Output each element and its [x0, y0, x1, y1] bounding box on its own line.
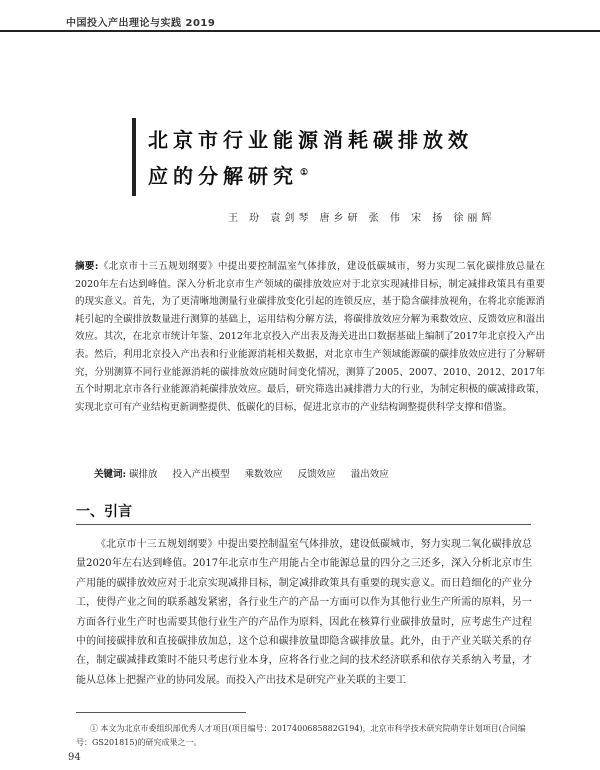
title-footnote-mark: ① — [300, 168, 309, 179]
abstract-text: 《北京市十三五规划纲要》中提出要控制温室气体排放，建设低碳城市，努力实现二氧化碳排放总量在2020年左右达到峰值。深入分析北京市生产领域的碳排放效应对于北京实现减排目标，制定减排政策具有重要的现实意义。首先，为了更清晰地测量行业碳排放变化引起的连锁反应，基于隐含碳排放视角，在将北京能源消耗引起的全碳排放数量进行测算的基础上，运用结构分解方法，将碳排放效应分解为乘数效应、反馈效应和溢出效应。其次，在北京市统计年鉴、2012年北京投入产出表及海关进出口数据基础上编制了2017年北京投入产出表。然后，利用北京投入产出表和行业能源消耗相关数据，对北京市生产领域能源碳的碳排放效应进行了分解研究，分别测算不同行业能源消耗的碳排放效应随时间变化情况，测算了2005、2007、2010、2012、2017年五个时期北京市各行业能源消耗碳排放效应。最后，研究筛选出减排潜力大的行业，为制定积极的碳减排政策，实现北京可有产业结构更新调整提供、低碳化的目标，促进北京市的产业结构调整提供科学支撑和借鉴。 — [75, 261, 545, 413]
header-rule — [0, 30, 600, 32]
introduction-paragraph: 《北京市十三五规划纲要》中提出要控制温室气体排放，建设低碳城市，努力实现二氧化碳排放总量2020年左右达到峰值。2017年北京市生产用能占全市能源总量的四分之三还多，深入分析北京市生产用能的碳排放效应对于北京实现减排目标，制定减排政策具有重要的现实意义。而日趋细化的产业分工，使得产业之间的联系越发紧密，各行业生产的产品一方面可以作为其他行业生产所需的原料，另一方面各行业生产时也需要其他行业生产的产品作为原料，因此在核算行业碳排放量时，应考虑生产过程中的间接碳排放和直接碳排放加总，这个总和碳排放量即隐含碳排放量。此外，由于产业关联关系的存在，制定碳减排政策时不能只考虑行业本身，应将各行业之间的技术经济联系和依存关系纳入考量，才能从总体上把握产业的协同发展。而投入产出技术是研究产业关联的主要工 — [76, 539, 532, 686]
keyword-item: 反馈效应 — [297, 469, 336, 480]
abstract-label: 摘要: — [75, 261, 99, 272]
page-number: 94 — [68, 752, 81, 763]
paper-title-line-2 — [148, 160, 308, 189]
paper-title-text: 应的分解研究 — [148, 164, 298, 188]
section-heading-introduction: 一、引言 — [76, 504, 132, 520]
keyword-item: 投入产出模型 — [172, 469, 230, 480]
journal-header: 中国投入产出理论与实践 2019 — [66, 18, 216, 29]
funding-footnote: ① 本文为北京市委组织部优秀人才项目(项目编号：2017400685882G194)，北京市科学技术研究院萌芽计划项目(合同编号：GS201815)的研究成果之一。 — [76, 724, 526, 747]
abstract — [75, 258, 545, 416]
footnote-rule — [76, 712, 246, 713]
keyword-item: 碳排放 — [129, 469, 158, 480]
author-list: 王 玢 袁剑琴 唐乡研 张 伟 宋 扬 徐丽辉 — [228, 213, 496, 224]
title-accent-bar — [132, 118, 136, 196]
keywords — [94, 466, 401, 480]
paper-title-line-1: 北京市行业能源消耗碳排放效 — [148, 128, 473, 152]
section-rule — [76, 524, 531, 525]
keywords-label: 关键词: — [94, 469, 127, 480]
keyword-item: 乘数效应 — [244, 469, 283, 480]
keyword-item: 溢出效应 — [350, 469, 389, 480]
